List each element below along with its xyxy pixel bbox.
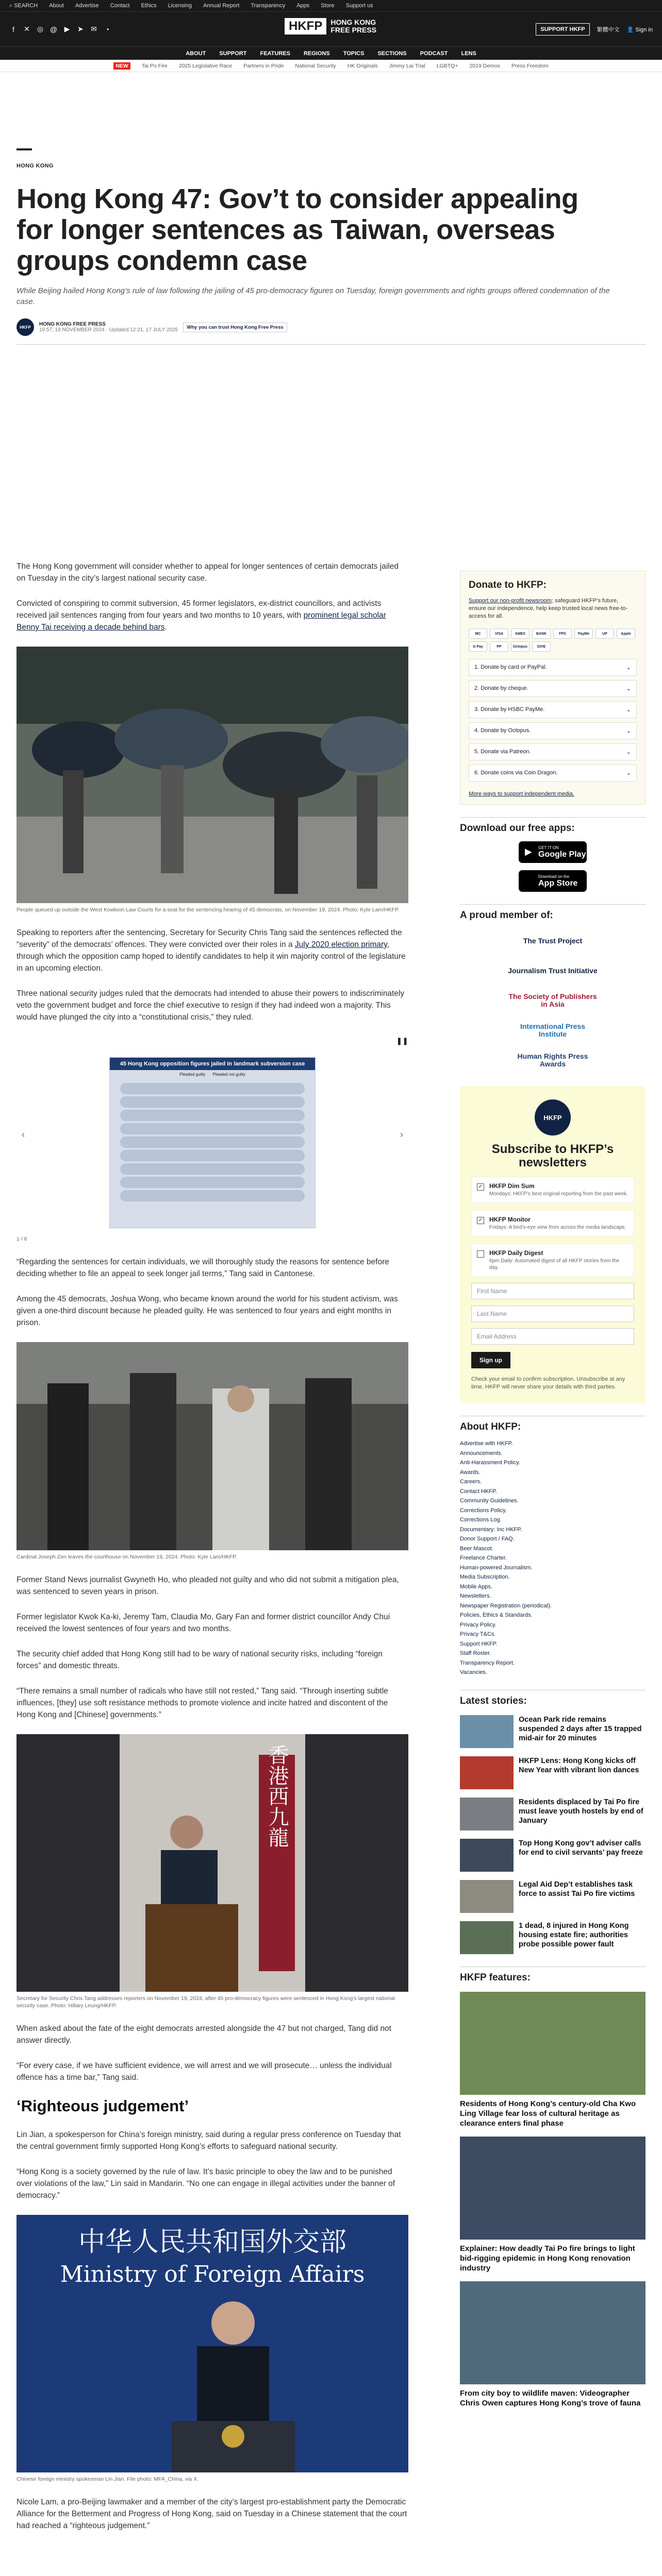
story-thumbnail <box>460 1798 514 1831</box>
support-button[interactable]: SUPPORT HKFP <box>536 23 589 36</box>
feature-image <box>460 1992 646 2095</box>
about-link[interactable]: Freelance Charter. <box>460 1555 507 1561</box>
checkbox[interactable]: ✓ <box>477 1217 484 1224</box>
story-thumbnail <box>460 1921 514 1954</box>
article-dates: 19:57, 19 NOVEMBER 2024 · Updated 12:21, 17 JULY 2025 <box>39 327 178 333</box>
photo-caption: Cardinal Joseph Zen leaves the courthouse on November 19, 2024. Photo: Kyle Lam/HKFP. <box>16 1554 237 1560</box>
trending-link[interactable]: Jimmy Lai Trial <box>389 62 425 69</box>
newsletter-logo: HKFP <box>535 1099 571 1136</box>
paragraph: The Hong Kong government will consider whether to appeal for longer sentences of certain democrats jailed on Tuesday in the city’s largest national security case. <box>16 562 399 583</box>
about-link[interactable]: Anti-Harassment Policy. <box>460 1460 520 1466</box>
about-link[interactable]: Advertise with HKFP. <box>460 1440 513 1447</box>
rss-icon[interactable]: ◔ <box>105 25 110 33</box>
top-link[interactable]: Annual Report <box>203 3 240 9</box>
member-logo[interactable]: The Trust Project <box>523 936 583 945</box>
trending-link[interactable]: 2025 Legislative Race <box>178 62 233 69</box>
article-body <box>16 561 408 2545</box>
photo-caption: Chinese foreign ministry spokesman Lin Jian. File photo: MFA_China, via X. <box>16 2476 199 2482</box>
author-name[interactable]: HONG KONG FREE PRESS <box>39 321 106 327</box>
nav-podcast[interactable]: PODCAST <box>420 50 448 57</box>
lin-photo-graphic <box>16 2215 408 2472</box>
photo-caption: Secretary for Security Chris Tang addresses reporters on November 19, 2024, after 45 pro-democracy figures were sentenced in Hong Kong’s largest national security case. Photo: Hillary Leung/HKFP. <box>16 1995 395 2009</box>
donate-option[interactable]: 3. Donate by HSBC PayMe. ⌄ <box>469 701 637 718</box>
social-links <box>9 25 111 33</box>
about-link[interactable]: Beer Mascot. <box>460 1545 493 1552</box>
top-link[interactable]: About <box>49 3 64 9</box>
trust-link[interactable]: Why you can trust Hong Kong Free Press <box>183 323 287 332</box>
site-header <box>0 11 662 46</box>
story-thumbnail <box>460 1715 514 1748</box>
payment-card: PP <box>490 641 508 652</box>
paragraph: “Hong Kong is a society governed by the rule of law. It’s basic principle to obey the law and to be punished over violations of the law,” Lin said in Mandarin. “No one can engage in illegal activities under the banner of democracy.” <box>16 2167 395 2200</box>
about-link[interactable]: Corrections Policy. <box>460 1507 507 1514</box>
apps-heading: Download our free apps: <box>460 817 646 834</box>
paragraph: Former Stand News journalist Gwyneth Ho, who pleaded not guilty and who did not submit a mitigation plea, was sentenced to seven years in prison. <box>16 1575 399 1596</box>
about-link[interactable]: Vacancies. <box>460 1669 487 1675</box>
member-logo[interactable]: Human Rights Press Awards <box>517 1052 588 1068</box>
feature-story[interactable]: Residents of Hong Kong’s century-old Cha Kwo Ling Village fear loss of cultural heritage as clearance enters final phase <box>460 1992 646 2128</box>
election-primary-link[interactable]: July 2020 election primary <box>294 940 387 949</box>
about-link[interactable]: Awards. <box>460 1469 481 1476</box>
checkbox[interactable] <box>477 1250 484 1258</box>
language-link[interactable]: 繁體中文 <box>597 27 620 33</box>
logo-text: HONG KONG FREE PRESS <box>330 18 377 34</box>
donate-option[interactable]: 1. Donate by card or PayPal. ⌄ <box>469 659 637 676</box>
feature-story[interactable]: Explainer: How deadly Tai Po fire brings to light bid-rigging epidemic in Hong Kong renovation industry <box>460 2137 646 2273</box>
about-link[interactable]: Newspaper Registration (periodical). <box>460 1602 552 1609</box>
trending-link[interactable]: HK Originals <box>347 62 378 69</box>
about-link[interactable]: Policies, Ethics & Standards. <box>460 1612 533 1618</box>
feature-story[interactable]: From city boy to wildlife maven: Videographer Chris Owen captures Hong Kong’s trove of fauna <box>460 2281 646 2408</box>
about-link[interactable]: Media Subscription. <box>460 1574 510 1580</box>
feature-image <box>460 2137 646 2240</box>
carousel-counter: 1 / 6 <box>16 1236 27 1242</box>
top-link[interactable]: Support us <box>345 3 373 9</box>
about-link[interactable]: Careers. <box>460 1479 482 1485</box>
about-link[interactable]: Human-powered Journalism. <box>460 1564 533 1571</box>
trending-link[interactable]: 2019 Demos <box>469 62 501 69</box>
payment-card: Octopus <box>511 641 529 652</box>
about-heading: About HKFP: <box>460 1416 646 1433</box>
latest-heading: Latest stories: <box>460 1690 646 1707</box>
site-logo[interactable] <box>285 18 377 35</box>
paragraph: Three national security judges ruled that the democrats had intended to abuse their powers to indiscriminately veto the government budget and force the chief executive to resign if they had indeed won a majority. This would have plunged the city into a “constitutional crisis,” they ruled. <box>16 989 405 1022</box>
top-utility-bar <box>0 0 662 11</box>
logo-mark: HKFP <box>285 18 326 35</box>
feature-image <box>460 2281 646 2384</box>
payment-card: UP <box>595 629 614 639</box>
paragraph: Former legislator Kwok Ka-ki, Jeremy Tam, Claudia Mo, Gary Fan and former district councillor Andy Chui received the lowest sentences of four years and two months. <box>16 1613 390 1633</box>
checkbox[interactable]: ✓ <box>477 1183 484 1191</box>
paragraph: Nicole Lam, a pro-Beijing lawmaker and a member of the city’s largest pro-establishment party the Democratic Alliance for the Betterment and Progress of Hong Kong, said on Tuesday in a Chinese statement that the court had reached a “righteous judgement.” <box>16 2498 407 2530</box>
payment-card: MC <box>469 629 487 639</box>
instagram-icon[interactable]: ◎ <box>37 25 44 33</box>
nav-support[interactable]: SUPPORT <box>219 50 247 57</box>
byline <box>16 318 646 336</box>
search-link[interactable]: ⌕ SEARCH <box>9 2 38 9</box>
header-divider <box>16 344 646 345</box>
top-link[interactable]: Contact <box>110 3 130 9</box>
donate-box <box>460 571 646 805</box>
about-link[interactable]: Donor Support / FAQ. <box>460 1536 515 1542</box>
payment-card: G Pay <box>469 641 487 652</box>
nav-lens[interactable]: LENS <box>461 50 476 57</box>
top-link[interactable]: Advertise <box>75 3 99 9</box>
telegram-icon[interactable]: ➤ <box>77 25 84 33</box>
latest-story[interactable]: HKFP Lens: Hong Kong kicks off New Year with vibrant lion dances <box>460 1756 646 1789</box>
about-link[interactable]: Privacy T&Cs. <box>460 1631 496 1637</box>
donate-option[interactable]: 6. Donate coins via Coin Dragon. ⌄ <box>469 765 637 782</box>
paragraph: “For every case, if we have sufficient evidence, we will arrest and we will prosecute… unless the individual offence has a time bar,” Tang said. <box>16 2061 392 2082</box>
photo-lin-jian[interactable] <box>16 2215 408 2472</box>
member-logo[interactable]: The Society of Publishers in Asia <box>508 992 597 1008</box>
latest-story[interactable]: Residents displaced by Tai Po fire must leave youth hostels by end of January <box>460 1798 646 1831</box>
top-link[interactable]: Apps <box>296 3 310 9</box>
nav-regions[interactable]: REGIONS <box>303 50 330 57</box>
about-link[interactable]: Contact HKFP. <box>460 1488 497 1495</box>
signup-button[interactable]: Sign up <box>471 1352 510 1368</box>
payment-card: PayMe <box>574 629 593 639</box>
threads-icon[interactable]: @ <box>49 25 58 33</box>
newsletter-option[interactable]: HKFP Daily Digest 6pm Daily: Automated digest of all HKFP stories from the day. <box>471 1244 634 1277</box>
photo-caption: People queued up outside the West Kowloon Law Courts for a seat for the sentencing hearing of 45 democrats, on November 19, 2024. Photo: Kyle Lam/HKFP. <box>16 907 400 913</box>
member-logo[interactable]: International Press Institute <box>520 1022 586 1038</box>
payment-card: BANK <box>532 629 551 639</box>
donate-subtitle: Support our non-profit newsroom; safeguard HKFP’s future, ensure our independence, help keep trusted local news free-to-access for all. <box>469 598 628 619</box>
top-link[interactable]: Licensing <box>168 3 192 9</box>
story-thumbnail <box>460 1756 514 1789</box>
trending-link[interactable]: National Security <box>295 62 336 69</box>
chevron-down-icon: ⌄ <box>626 749 631 755</box>
trending-bar <box>0 60 662 72</box>
about-link[interactable]: Corrections Log. <box>460 1517 502 1523</box>
google-play-button[interactable]: ▶ GET IT ON Google Play <box>519 841 587 863</box>
members-heading: A proud member of: <box>460 904 646 921</box>
email-icon[interactable]: ✉ <box>91 25 97 33</box>
x-icon[interactable]: ✕ <box>24 25 30 33</box>
slide-title: 45 Hong Kong opposition figures jailed in landmark subversion case <box>110 1058 315 1070</box>
about-link[interactable]: Privacy Policy. <box>460 1621 496 1628</box>
about-link[interactable]: Transparency Report. <box>460 1659 515 1666</box>
chevron-down-icon: ⌄ <box>626 707 631 713</box>
trending-link[interactable]: LGBTQ+ <box>436 62 458 69</box>
newsletter-title: Subscribe to HKFP’s newsletters <box>491 1142 614 1170</box>
sign-text: 香港西九龍 <box>265 1744 289 1848</box>
top-link[interactable]: Transparency <box>251 3 286 9</box>
payment-card: Apple <box>617 629 635 639</box>
member-logo[interactable]: Journalism Trust Initiative <box>508 966 598 975</box>
about-link[interactable]: Support HKFP. <box>460 1640 498 1647</box>
story-thumbnail <box>460 1880 514 1913</box>
payment-methods <box>469 629 637 652</box>
about-link[interactable]: Staff Roster. <box>460 1650 491 1656</box>
paragraph: Among the 45 democrats, Joshua Wong, who became known around the world for his student activism, was given a one-third discount because he pleaded guilty. He was sentenced to four years and eight months in prison. <box>16 1295 398 1327</box>
latest-story[interactable]: Top Hong Kong gov’t adviser calls for end to civil servants’ pay freeze <box>460 1839 646 1872</box>
paragraph: Lin Jian, a spokesperson for China’s foreign ministry, said during a regular press conference on Tuesday that the central government firmly supported Hong Kong’s efforts to safeguard national security. <box>16 2130 401 2151</box>
sidebar <box>460 571 646 2408</box>
top-link[interactable]: Ethics <box>141 3 157 9</box>
newsletter-option[interactable]: ✓ HKFP Dim Sum Mondays: HKFP’s best original reporting from the past week. <box>471 1177 634 1203</box>
about-link[interactable]: Newsletters. <box>460 1593 491 1599</box>
chevron-down-icon: ⌄ <box>626 686 631 692</box>
trending-link[interactable]: Press Freedom <box>511 62 549 69</box>
about-list <box>460 1439 646 1677</box>
paragraph: “There remains a small number of radicals who have still not rested,” Tang said. “Through inserting subtle influences, [they] use soft resistance methods to promote violence and incite hatred and discontent of the Hong Kong and [Chinese] governments.” <box>16 1687 388 1719</box>
top-link[interactable]: Store <box>321 3 335 9</box>
article-title: Hong Kong 47: Gov’t to consider appealing for longer sentences as Taiwan, overseas groups condemn case <box>16 183 578 276</box>
paragraph: Speaking to reporters after the sentencing, Secretary for Security Chris Tang said the sentences reflected the “severity” of the democrats’ offences. They were convicted over their roles in a July 2020 election primary, through which the opposition camp hoped to identify candidates to help it win majority control of the legislature in an upcoming election. <box>16 928 406 973</box>
email-field[interactable]: Email Address <box>471 1328 634 1345</box>
carousel-slide[interactable] <box>109 1057 316 1228</box>
section-heading: ‘Righteous judgement’ <box>16 2097 189 2115</box>
paragraph: “Regarding the sentences for certain individuals, we will thoroughly study the reasons for sentence before deciding whether to file an appeal to seek longer jail terms,” Tang said in Cantonese. <box>16 1258 389 1278</box>
carousel-prev-icon[interactable]: ‹ <box>22 1129 25 1140</box>
app-store-button[interactable]: Download on the App Store <box>519 870 587 892</box>
nav-features[interactable]: FEATURES <box>260 50 290 57</box>
newsletter-option[interactable]: ✓ HKFP Monitor Fridays: A bird’s-eye view from across the media landscape. <box>471 1210 634 1236</box>
donate-option[interactable]: 4. Donate by Octopus. ⌄ <box>469 722 637 739</box>
sign-in-link[interactable]: 👤 Sign in <box>626 26 653 33</box>
more-ways-link[interactable]: More ways to support independent media. <box>469 791 574 797</box>
about-link[interactable]: Documentary: Inc HKFP. <box>460 1526 522 1533</box>
payment-card: FPS <box>553 629 572 639</box>
about-link[interactable]: Community Guidelines. <box>460 1498 519 1504</box>
photo-chris-tang[interactable] <box>16 1734 408 1992</box>
backdrop-chinese: 中华人民共和国外交部 <box>78 2227 347 2258</box>
carousel-next-icon[interactable]: › <box>400 1129 403 1140</box>
queue-photo-graphic <box>16 647 408 903</box>
paragraph: The security chief added that Hong Kong still had to be wary of national security risks, including “foreign forces” and domestic threats. <box>16 1650 383 1670</box>
latest-story[interactable]: 1 dead, 8 injured in Hong Kong housing estate fire; authorities probe possible power fault <box>460 1921 646 1954</box>
nav-topics[interactable]: TOPICS <box>343 50 365 57</box>
backdrop-english: Ministry of Foreign Affairs <box>60 2261 365 2287</box>
donate-option[interactable]: 5. Donate via Patreon. ⌄ <box>469 743 637 760</box>
slide-rows <box>110 1079 315 1206</box>
support-newsroom-link[interactable]: Support our non-profit newsroom <box>469 598 552 604</box>
about-link[interactable]: Announcements. <box>460 1450 503 1456</box>
latest-story[interactable]: Legal Aid Dep’t establishes task force to assist Tai Po fire victims <box>460 1880 646 1913</box>
chevron-down-icon: ⌄ <box>626 665 631 671</box>
category-rule <box>16 148 32 150</box>
nav-about[interactable]: ABOUT <box>186 50 206 57</box>
legend-not-guilty: Pleaded not guilty <box>212 1072 245 1077</box>
tang-photo-graphic <box>16 1734 408 1992</box>
nav-sections[interactable]: SECTIONS <box>377 50 407 57</box>
article-category[interactable]: HONG KONG <box>16 163 54 169</box>
last-name-field[interactable]: Last Name <box>471 1306 634 1322</box>
new-badge: NEW <box>113 62 130 70</box>
trending-link[interactable]: Partners in Pride <box>243 62 284 69</box>
chevron-down-icon: ⌄ <box>626 770 631 776</box>
article-lede: While Beijing hailed Hong Kong’s rule of law following the jailing of 45 pro-democracy figures on Tuesday, foreign governments and rights groups offered condemnation of the case. <box>16 286 610 306</box>
facebook-icon[interactable]: f <box>12 25 14 33</box>
main-nav <box>0 46 662 60</box>
donate-option[interactable]: 2. Donate by cheque. ⌄ <box>469 680 637 697</box>
latest-story[interactable]: Ocean Park ride remains suspended 2 days after 15 trapped mid-air for 20 minutes <box>460 1715 646 1748</box>
photo-cardinal-zen[interactable] <box>16 1342 408 1550</box>
author-avatar[interactable]: HKFP <box>16 318 34 336</box>
gallery-carousel <box>16 1037 408 1228</box>
about-link[interactable]: Mobile Apps. <box>460 1583 492 1590</box>
chevron-down-icon: ⌄ <box>626 728 631 734</box>
story-thumbnail <box>460 1839 514 1872</box>
payment-card: AMEX <box>511 629 529 639</box>
legend-guilty: Pleaded guilty <box>179 1072 206 1077</box>
features-heading: HKFP features: <box>460 1967 646 1984</box>
paragraph: Convicted of conspiring to commit subversion, 45 former legislators, ex-district councillors, and activists received jail sentences ranging from four years and two months to 10 years, with prominent legal scholar Benny Tai receiving a decade behind bars. <box>16 599 386 632</box>
benny-tai-link[interactable]: prominent legal scholar Benny Tai receiving a decade behind bars <box>16 611 386 632</box>
play-store-icon: ▶ <box>525 846 532 857</box>
trending-link[interactable]: Tai Po Fire <box>141 62 168 69</box>
newsletter-fineprint: Check your email to confirm subscription. Unsubscribe at any time. HKFP will never share your details with third parties. <box>471 1376 625 1390</box>
first-name-field[interactable]: First Name <box>471 1283 634 1299</box>
paragraph: When asked about the fate of the eight democrats arrested alongside the 47 but not charged, Tang did not answer directly. <box>16 2024 391 2045</box>
youtube-icon[interactable]: ▶ <box>64 25 70 33</box>
pause-icon[interactable]: ❚❚ <box>396 1037 408 1045</box>
newsletter-box <box>460 1086 646 1403</box>
donate-title: Donate to HKFP: <box>469 580 547 590</box>
payment-card: GIVE <box>532 641 551 652</box>
zen-photo-graphic <box>16 1342 408 1550</box>
payment-card: VISA <box>490 629 508 639</box>
photo-queue[interactable] <box>16 647 408 903</box>
